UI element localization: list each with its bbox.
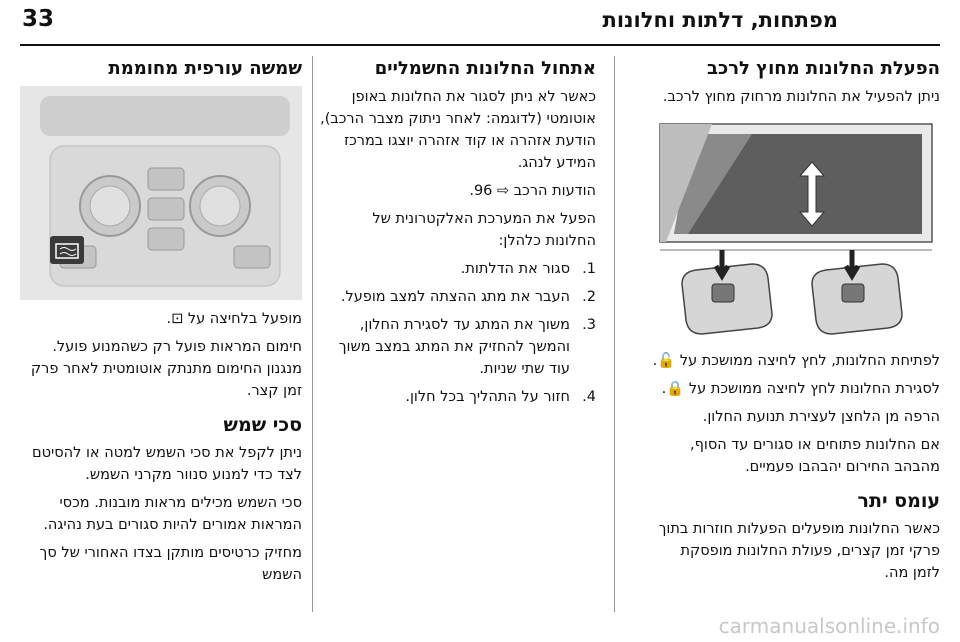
list-item: 1. סגור את הדלתות. (460, 261, 596, 277)
paragraph: כאשר החלונות מופעלים הפעלות חוזרות בתוך פרקי זמן קצרים, פעולת החלונות מופסקת לזמן מה. (658, 521, 940, 581)
subsection-heading: עומס יתר (857, 490, 940, 512)
column-heated-rear-window (20, 56, 302, 592)
paragraph: ניתן להפעיל את החלונות מרחוק מחוץ לרכב. (662, 89, 940, 105)
paragraph: אם החלונות פתוחים או סגורים עד הסוף, מהבהב החירום יהבהבו פעמיים. (689, 437, 940, 475)
header-rule (20, 44, 940, 46)
car-window-key-illustration (652, 114, 940, 342)
paragraph: לפתיחת החלונות, לחץ לחיצה ממושכת על 🔓. (652, 353, 940, 369)
paragraph: סכי השמש מכילים מראות מובנות. מכסי המראות אמורים להיות סגורים בעת נהיגה. (43, 495, 302, 533)
rear-defrost-button-icon (50, 236, 84, 264)
paragraph: מופעל בלחיצה על ⊡. (166, 311, 302, 327)
paragraph: הודעות הרכב ⇨ 96. (469, 183, 596, 199)
paragraph: ניתן לקפל את סכי השמש למטה או להסיטם לצד כדי למנוע סנוור מקרני השמש. (31, 445, 302, 483)
page-number: 33 (22, 6, 55, 32)
list-item: 3. משוך את המתג עד לסגירת החלון, והמשך להחזיק את המתג במצב משוך עוד שתי שניות. (338, 317, 596, 377)
steps-list (318, 258, 596, 408)
watermark: carmanualsonline.info (718, 614, 940, 638)
list-item: 4. חזור על התהליך בכל חלון. (405, 389, 596, 405)
paragraph: כאשר לא ניתן לסגור את החלונות באופן אוטומטי (לדוגמה: לאחר ניתוק מצבר הרכב), הודעת אזהרה או קוד אזהרה יוצגו במרכז המידע לנהג. (320, 89, 596, 171)
section-heading: שמשה עורפית מחוממת (108, 58, 302, 79)
paragraph: מחזיק כרטיסים מותקן בצדו האחורי של סך השמש (39, 545, 302, 583)
page-title: מפתחות, דלתות וחלונות (602, 8, 838, 32)
paragraph: לסגירת החלונות לחץ לחיצה ממושכת על 🔒. (661, 381, 940, 397)
subsection-heading: סכי שמש (223, 414, 302, 436)
column-window-initialisation (318, 56, 596, 414)
section-heading: אתחול החלונות החשמליים (374, 58, 596, 79)
column-divider (312, 56, 313, 612)
paragraph: הפעל את המערכת האלקטרונית של החלונות כלהלן: (372, 211, 596, 249)
paragraph: חימום המראות פועל רק כשהמנוע פועל. מנגנון החימום מתנתק אוטומטית לאחר פרק זמן קצר. (30, 339, 302, 399)
section-heading: הפעלת החלונות מחוץ לרכב (707, 58, 940, 79)
paragraph: הרפה מן הלחצן לעצירת תנועת החלון. (702, 409, 940, 425)
column-window-operation (652, 56, 940, 590)
list-item: 2. העבר את מתג ההצתה למצב מופעל. (340, 289, 596, 305)
climate-control-panel-illustration (20, 86, 302, 300)
column-divider (614, 56, 615, 612)
